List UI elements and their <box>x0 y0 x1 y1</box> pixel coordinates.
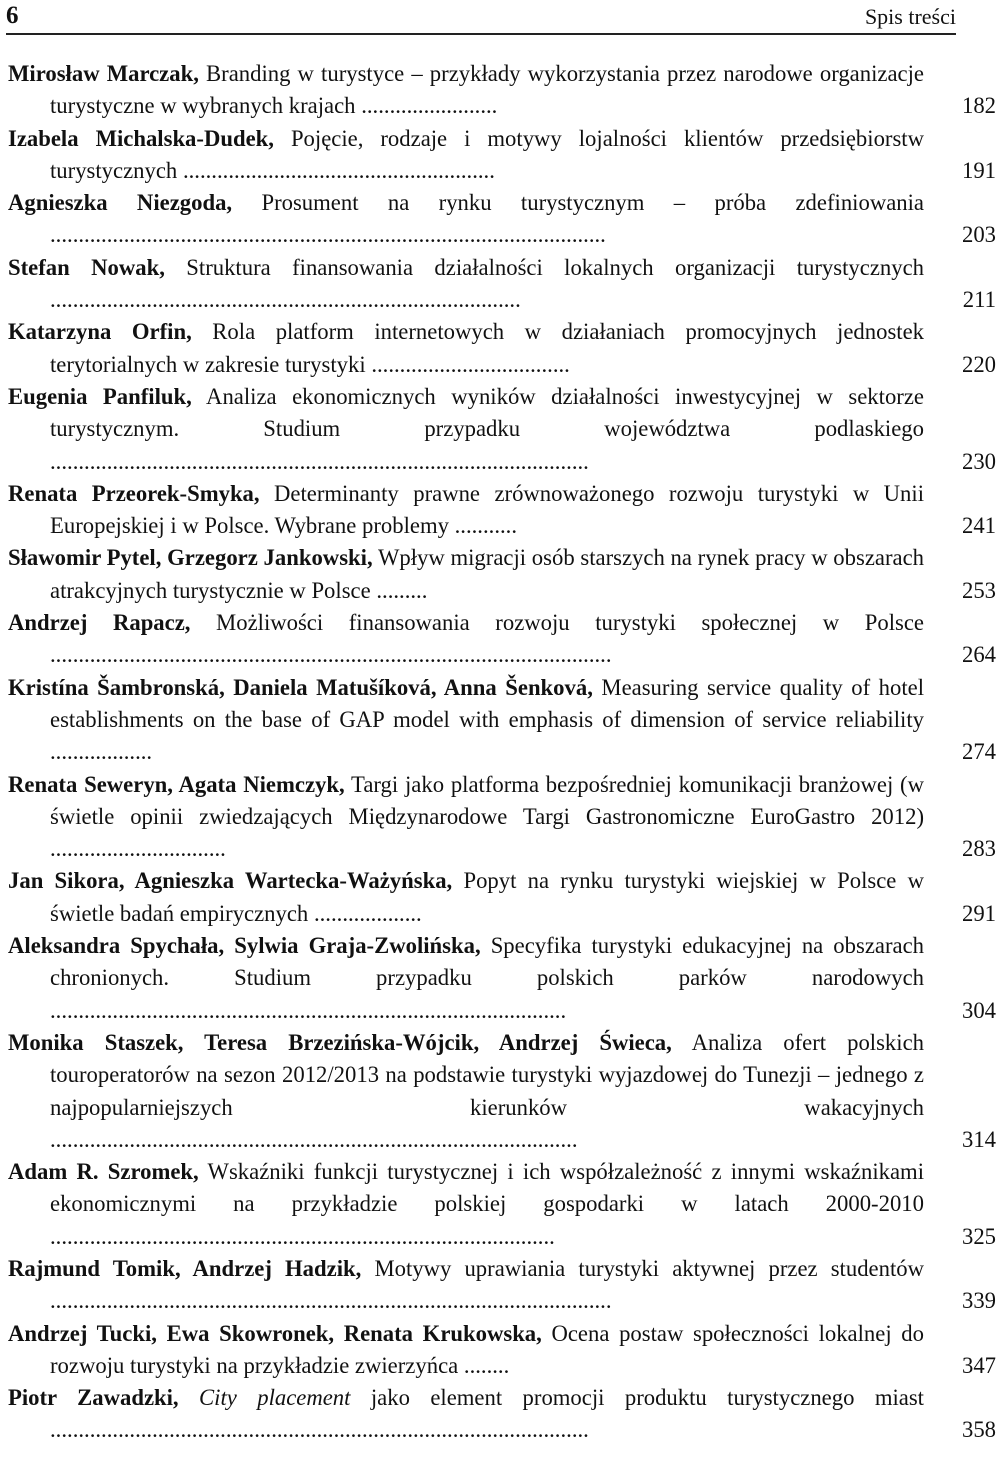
toc-entry-title: Analiza ekonomicznych wyników działalności inwestycyjnej w sektorze turystycznym. Studium przypadku województwa podlaskiego <box>50 383 924 442</box>
toc-entry-authors: Renata Przeorek-Smyka, <box>8 480 260 506</box>
toc-entry-page: 358 <box>961 1417 996 1443</box>
toc-entry-page: 191 <box>961 157 996 183</box>
toc-entry <box>8 187 996 252</box>
toc-entry-title: Branding w turystyce – przykłady wykorzystania przez narodowe organizacje turystyczne w wybranych krajach <box>50 61 924 119</box>
toc-entry <box>8 252 996 317</box>
toc-entry-title: Popyt na rynku turystyki wiejskiej w Polsce w świetle badań empirycznych <box>50 868 924 926</box>
toc-entry-page: 347 <box>961 1352 996 1378</box>
toc-entry-title: Rola platform internetowych w działaniach promocyjnych jednostek terytorialnych w zakresie turystyki <box>50 319 924 377</box>
toc-entry-page: 325 <box>961 1223 996 1249</box>
toc-entry-title: Wskaźniki funkcji turystycznej i ich współzależność z innymi wskaźnikami ekonomicznymi na przykładzie polskiej gospodarki w latach 2000-2010 <box>50 1159 924 1217</box>
toc-entry-page: 274 <box>961 739 996 765</box>
toc-entry <box>8 1253 996 1318</box>
toc-entry-page: 203 <box>961 222 996 248</box>
toc-entry <box>8 1027 996 1156</box>
toc-entry-title: Analiza ofert polskich touroperatorów na sezon 2012/2013 na podstawie turystyki wyjazdowej do Tunezji – jednego z najpopularniejszych kierunków wakacyjnych <box>50 1029 924 1120</box>
toc-entry-authors: Andrzej Tucki, Ewa Skowronek, Renata Krukowska, <box>8 1320 542 1346</box>
toc-entry-authors: Izabela Michalska-Dudek, <box>8 125 274 151</box>
toc-entry-page: 253 <box>961 577 996 603</box>
toc-entry <box>8 123 996 188</box>
toc-entry-leader: .................................................................................................. <box>50 222 606 248</box>
toc-entry-title: Prosument na rynku turystycznym – próba zdefiniowania <box>232 190 924 216</box>
toc-entry-leader: ............................................................................................... <box>50 448 589 474</box>
toc-entry-leader: ................... <box>308 900 422 926</box>
toc-entry <box>8 769 996 866</box>
toc-entry-authors: Mirosław Marczak, <box>8 61 199 86</box>
toc-entry-title: Measuring service quality of hotel establishments on the base of GAP model with emphasis of dimension of service reliability <box>50 674 924 732</box>
toc-entry-page: 264 <box>961 642 996 668</box>
toc-entry-leader: ........................ <box>355 93 498 119</box>
toc-entry-title: Struktura finansowania działalności lokalnych organizacji turystycznych <box>164 254 924 280</box>
toc-entry <box>8 542 996 607</box>
toc-entry-leader: ................................................................................................... <box>50 1288 612 1314</box>
toc-entry <box>8 607 996 672</box>
toc-entry-leader: ................................................................................................... <box>50 642 612 668</box>
toc-entry-title: Determinanty prawne zrównoważonego rozwoju turystyki w Unii Europejskiej i w Polsce. Wybrane problemy <box>50 480 924 539</box>
toc-entry-authors: Renata Seweryn, Agata Niemczyk, <box>8 771 345 797</box>
toc-entry <box>8 58 996 123</box>
running-title: Spis treści <box>864 4 956 29</box>
toc-entry-title: Wpływ migracji osób starszych na rynek pracy w obszarach atrakcyjnych turystycznie w Polsce <box>50 545 925 603</box>
page-header <box>6 0 956 35</box>
toc-entry-authors: Eugenia Panfiluk, <box>8 383 192 409</box>
toc-entry-page: 241 <box>961 513 996 539</box>
toc-entry <box>8 316 996 381</box>
toc-entry-authors: Kristína Šambronská, Daniela Matušíková, Anna Šenková, <box>8 674 593 700</box>
toc-entry-authors: Agnieszka Niezgoda, <box>8 190 233 216</box>
toc-entry <box>8 865 996 930</box>
toc-entry-page: 304 <box>961 997 996 1023</box>
toc-entry-leader: ......................................................................................... <box>50 1223 555 1249</box>
toc-entry <box>8 672 996 769</box>
toc-entry-title: Ocena postaw społeczności lokalnej do rozwoju turystyki na przykładzie zwierzyńca <box>50 1320 924 1378</box>
toc-entry-authors: Rajmund Tomik, Andrzej Hadzik, <box>8 1255 362 1281</box>
toc-entry-leader: ................................................................................... <box>50 287 521 313</box>
toc-entry <box>8 1318 996 1383</box>
toc-entry-page: 230 <box>961 448 996 474</box>
toc-entry-title: Pojęcie, rodzaje i motywy lojalności klientów przedsiębiorstw turystycznych <box>50 125 924 183</box>
toc-entry-page: 220 <box>961 351 996 377</box>
toc-entry-authors: Stefan Nowak, <box>8 254 165 280</box>
toc-entry-authors: Katarzyna Orfin, <box>8 319 192 345</box>
toc-entry-leader: ............................................................................................. <box>50 1126 578 1152</box>
toc-entry-leader: ......... <box>370 577 428 603</box>
toc-entry-title-italic: City placement <box>199 1385 351 1411</box>
toc-entry-page: 211 <box>962 287 996 313</box>
toc-entry-page: 283 <box>961 836 996 862</box>
toc-entry-leader: ................................... <box>365 351 570 377</box>
toc-entry <box>8 478 996 543</box>
toc-entry-leader: ........... <box>448 513 517 539</box>
toc-entry-leader: ............................... <box>50 836 226 862</box>
toc-entry-authors: Monika Staszek, Teresa Brzezińska-Wójcik, Andrzej Świeca, <box>8 1029 672 1055</box>
toc-entry-title: Możliwości finansowania rozwoju turystyki społecznej w Polsce <box>190 610 924 636</box>
toc-entry-title-end: jako element promocji produktu turystycznego miast <box>350 1385 924 1411</box>
toc-entry-title-start <box>179 1385 199 1410</box>
toc-entry-leader: ........................................................................................... <box>50 997 567 1023</box>
page-number: 6 <box>6 2 19 29</box>
toc-entry-title: Specyfika turystyki edukacyjnej na obszarach chronionych. Studium przypadku polskich parków narodowych <box>50 933 924 991</box>
toc-entry-authors: Aleksandra Spychała, Sylwia Graja-Zwolińska, <box>8 933 481 959</box>
toc-entry-page: 339 <box>961 1288 996 1314</box>
toc-entry <box>8 1156 996 1253</box>
toc-entry-page: 314 <box>961 1126 996 1152</box>
toc-entry-authors: Sławomir Pytel, Grzegorz Jankowski, <box>8 545 373 571</box>
toc-entry <box>8 381 996 478</box>
toc-entry-authors: Adam R. Szromek, <box>8 1159 199 1185</box>
toc-entry-leader: ............................................................................................... <box>50 1417 589 1443</box>
toc-entry-title: Targi jako platforma bezpośredniej komunikacji branżowej (w świetle opinii zwiedzających Międzynarodowe Targi Gastronomiczne EuroGastro 2012) <box>50 771 924 829</box>
toc-entry-title <box>179 1385 924 1410</box>
toc-entry-authors: Jan Sikora, Agnieszka Wartecka-Ważyńska, <box>8 868 453 894</box>
toc-entry-title: Motywy uprawiania turystyki aktywnej przez studentów <box>361 1255 924 1281</box>
toc-entry-leader: .................. <box>50 739 153 765</box>
toc-entry-leader: ........ <box>458 1352 510 1378</box>
table-of-contents <box>8 58 996 1447</box>
toc-entry-page: 182 <box>961 93 996 119</box>
toc-entry-page: 291 <box>961 900 996 926</box>
toc-entry-leader: ....................................................... <box>177 157 495 183</box>
toc-entry <box>8 1382 996 1447</box>
toc-entry <box>8 930 996 1027</box>
toc-entry-authors: Piotr Zawadzki, <box>8 1385 179 1411</box>
toc-entry-authors: Andrzej Rapacz, <box>8 610 191 636</box>
